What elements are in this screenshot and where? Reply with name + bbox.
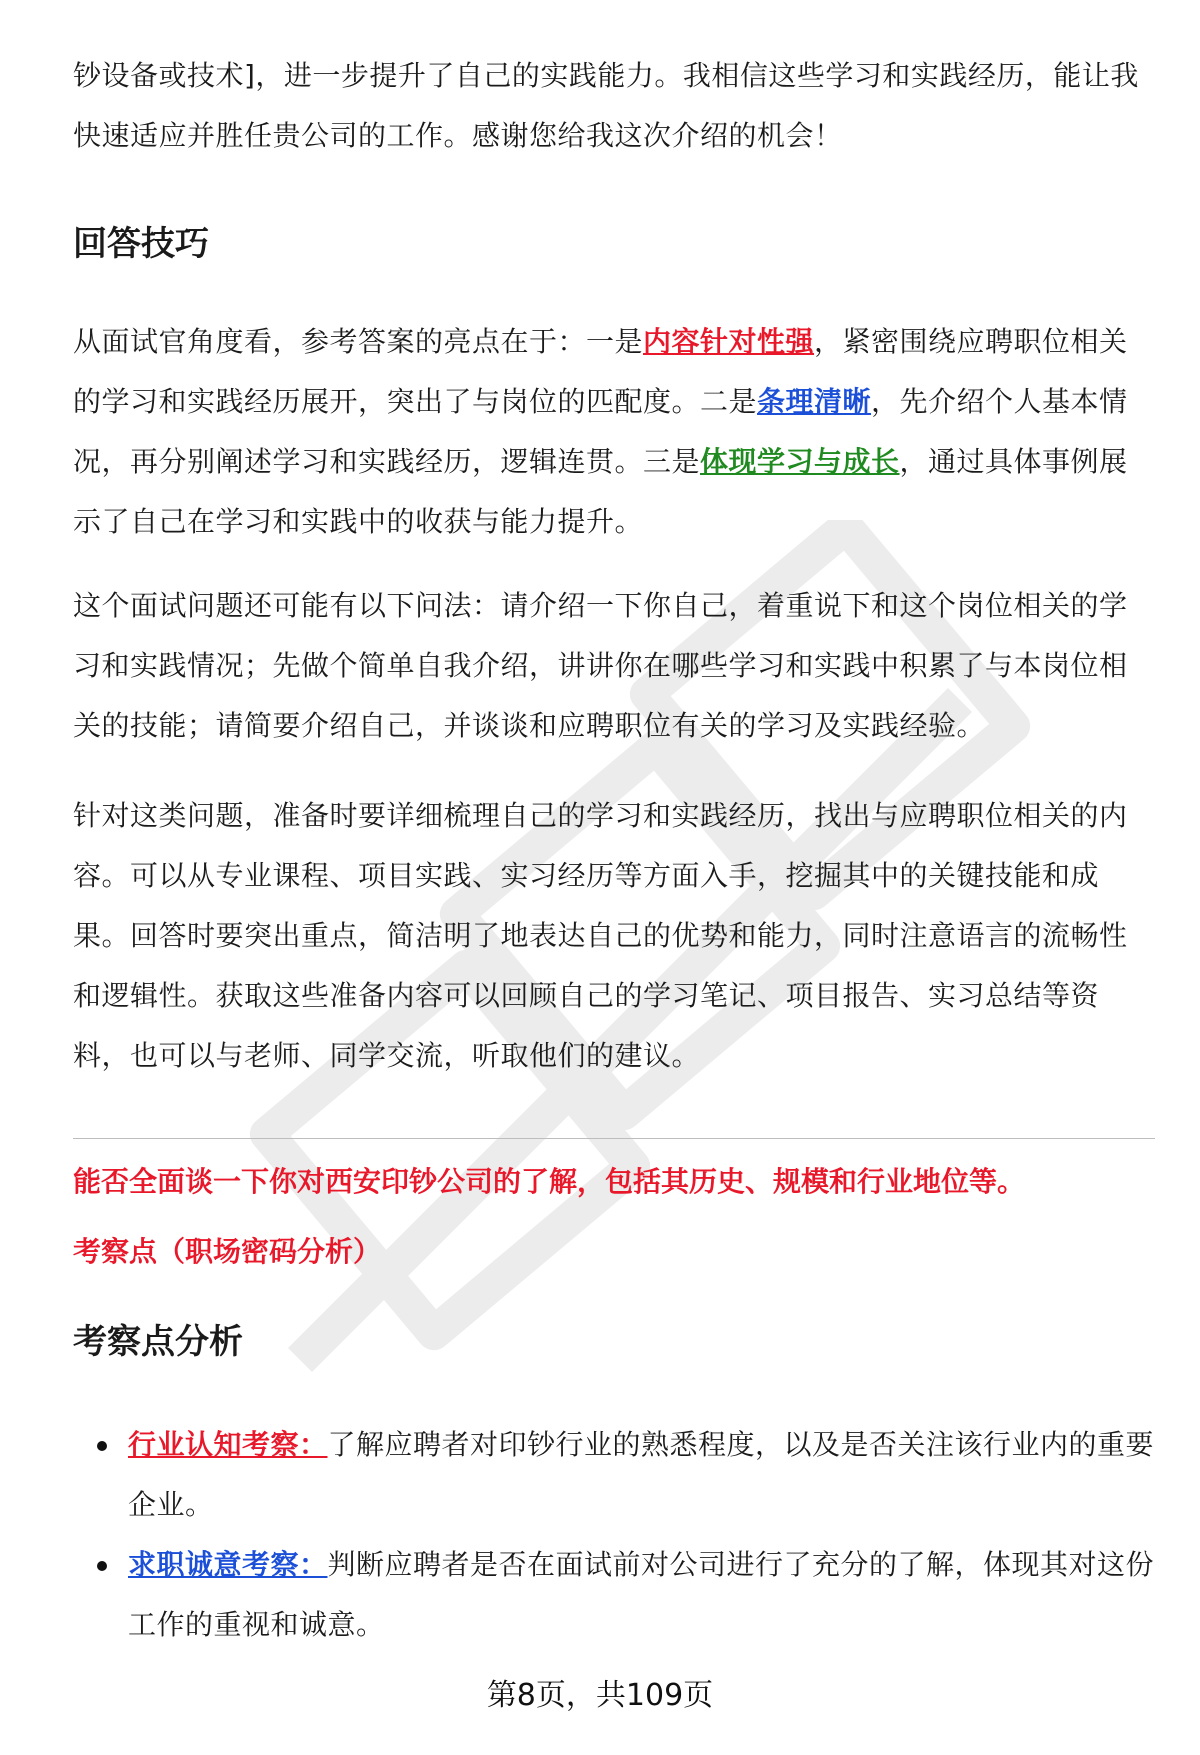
analysis-bullet-list [73, 1415, 1155, 1655]
intro-tail-paragraph: 钞设备或技术]，进一步提升了自己的实践能力。我相信这些学习和实践经历，能让我快速适应并胜任贵公司的工作。感谢您给我这次介绍的机会！ [73, 59, 1139, 152]
list-item [73, 1535, 1155, 1655]
highlight-clear-structure: 条理清晰 [757, 385, 872, 418]
bullet-text: 判断应聘者是否在面试前对公司进行了充分的了解，体现其对这份工作的重视和诚意。 [128, 1548, 1155, 1641]
p1-text-a: 从面试官角度看，参考答案的亮点在于：一是 [73, 325, 644, 358]
p1-text-d: ，通过具体事例展示了自己在学习和实践中的收获与能力提升。 [73, 445, 1128, 538]
bullet-label: 行业认知考察： [128, 1428, 328, 1461]
bullet-dot-icon [97, 1441, 107, 1451]
next-question-subtitle: 考察点（职场密码分析） [73, 1235, 382, 1268]
answer-tips-heading: 回答技巧 [73, 224, 209, 264]
bullet-text: 了解应聘者对印钞行业的熟悉程度，以及是否关注该行业内的重要企业。 [128, 1428, 1155, 1521]
next-question-title: 能否全面谈一下你对西安印钞公司的了解，包括其历史、规模和行业地位等。 [73, 1165, 1026, 1198]
section-divider [73, 1138, 1155, 1139]
p1-text-b: ，紧密围绕应聘职位相关的学习和实践经历展开，突出了与岗位的匹配度。二是 [73, 325, 1128, 418]
bullet-dot-icon [97, 1561, 107, 1571]
highlight-learning-growth: 体现学习与成长 [700, 445, 900, 478]
analysis-heading: 考察点分析 [73, 1322, 243, 1362]
p1-text-c: ，先介绍个人基本情况，再分别阐述学习和实践经历，逻辑连贯。三是 [73, 385, 1128, 478]
list-item [73, 1415, 1155, 1535]
answer-tips-paragraph-3: 针对这类问题，准备时要详细梳理自己的学习和实践经历，找出与应聘职位相关的内容。可以从专业课程、项目实践、实习经历等方面入手，挖掘其中的关键技能和成果。回答时要突出重点，简洁明了地表达自己的优势和能力，同时注意语言的流畅性和逻辑性。获取这些准备内容可以回顾自己的学习笔记、项目报告、实习总结等资料，也可以与老师、同学交流，听取他们的建议。 [73, 799, 1128, 1072]
answer-tips-paragraph-2: 这个面试问题还可能有以下问法：请介绍一下你自己，着重说下和这个岗位相关的学习和实践情况；先做个简单自我介绍，讲讲你在哪些学习和实践中积累了与本岗位相关的技能；请简要介绍自己，并谈谈和应聘职位有关的学习及实践经验。 [73, 589, 1128, 742]
page-footer: 第8页，共109页 [486, 1678, 714, 1713]
highlight-targeted-content: 内容针对性强 [643, 325, 815, 358]
bullet-label: 求职诚意考察： [128, 1548, 328, 1581]
answer-tips-paragraph-1 [73, 312, 1155, 552]
